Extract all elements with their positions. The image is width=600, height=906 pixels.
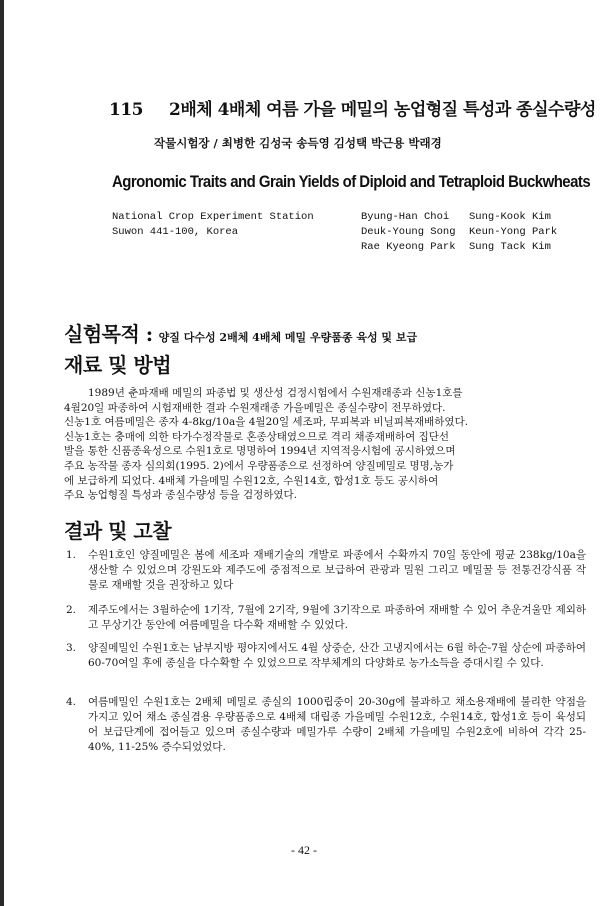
affiliation-line2: Suwon 441-100, Korea [112,226,239,238]
result-text: 제주도에서는 3월하순에 1기작, 7월에 2기작, 9월에 3기작으로 파종하여 재배할 수 있어 추운겨울만 제외하고 무상기간 동안에 여름메밀을 다수확 재배할 수 있었다. [88,604,586,631]
result-text: 여름메밀인 수원1호는 2배체 메밀로 종실의 1000립중이 20-30g에 불과하고 채소용재배에 불리한 약점을 가지고 있어 채소 종실겸용 우량품종으로 4배체 대립종 가을메밀 수원12호, 수원14호, 합성1호 등이 육성되어 보급단계에 접어들고 있으며 종실수량과 메밀가루 수량이 2배체 가을메밀 수원2호에 비하여 각각 25-40%, 11-25% 증수되었었다. [88,696,586,753]
author-name: Rae Kyeong Park [361,241,456,253]
paragraph-line: 에 보급하게 되었다. 4배체 가을메밀 수원12호, 수원14호, 합성1호 등도 공시하여 [64,474,439,487]
result-item [66,603,586,633]
author-name: Byung-Han Choi [361,211,450,223]
paragraph-line: 1989년 춘파재배 메밀의 파종법 및 생산성 검정시험에서 수원재래종과 신농1호를 [88,387,463,399]
materials-heading: 재료 및 방법 [64,353,172,377]
paragraph-line: 주요 농업형질 특성과 종실수량성 등을 검정하였다. [64,489,298,502]
purpose-heading: 실험목적 : [64,322,153,346]
paragraph-line: 주요 농작물 종자 심의회(1995. 2)에서 우량품종으로 선정하여 양질메밀로 명명,농가 [64,459,454,472]
author-name: Keun-Yong Park [469,226,558,238]
title-korean-text: 2배체 4배체 여름 가을 메밀의 농업형질 특성과 종실수량성 [169,100,596,120]
author-row [361,225,557,240]
author-name: Deuk-Young Song [361,226,456,238]
affiliation-line1: National Crop Experiment Station [112,211,314,223]
author-name: Sung-Kook Kim [469,211,551,223]
author-row [361,240,557,255]
purpose-text: 양질 다수성 2배체 4배체 메밀 우량품종 육성 및 보급 [158,331,418,344]
paragraph-line: 신농1호는 충매에 의한 타가수정작물로 혼종상태였으므로 격리 채종재배하여 집단선 [64,430,450,443]
paragraph-line: 발을 통한 신품종육성으로 수원1호로 명명하여 1994년 지역적응시험에 공시하였으며 [64,445,456,458]
paper-number: 115 [109,100,143,120]
result-number: 4. [66,696,77,708]
result-item [66,695,586,755]
title-english: Agronomic Traits and Grain Yields of Diploid and Tetraploid Buckwheats [112,172,591,191]
result-item [66,641,586,671]
paragraph-line: 신농1호 여름메밀은 종자 4-8kg/10a을 4월20일 세조파, 무피복과 비닐피복재배하였다. [64,416,469,429]
result-item [66,548,586,593]
result-text: 양질메밀인 수원1호는 남부지방 평야지에서도 4월 상중순, 산간 고냉지에서는 6월 하순-7월 상순에 파종하여 60-70여일 후에 종실을 다수확할 수 있었으므로 작부체계의 다양화로 농가소득을 증대시킬 수 있다. [88,642,586,669]
authors-english [361,210,557,255]
results-heading: 결과 및 고찰 [64,519,172,543]
result-number: 3. [66,642,77,654]
materials-paragraph [64,386,586,503]
authors-korean: 작물시험장 / 최병한 김성국 송득영 김성택 박근용 박래경 [154,136,442,150]
result-number: 2. [66,604,77,616]
affiliation [112,210,314,240]
author-name: Sung Tack Kim [469,241,551,253]
title-korean [109,95,596,120]
author-row [361,210,557,225]
result-number: 1. [66,549,77,561]
paragraph-line: 4월20일 파종하여 시험재배한 결과 수원재래종 가을메밀은 종실수량이 전무하였다. [64,401,446,414]
page-number: - 42 - [291,843,317,857]
purpose-section [64,318,417,347]
result-text: 수원1호인 양질메밀은 봄에 세조파 재배기술의 개발로 파종에서 수확까지 70일 동안에 평균 238kg/10a을 생산할 수 있었으며 강원도와 제주도에 중점적으로 보급하여 관광과 밀원 그리고 메밀꿀 등 전통건강식품 작물로 재배할 것을 권장하고 있다 [88,549,586,591]
